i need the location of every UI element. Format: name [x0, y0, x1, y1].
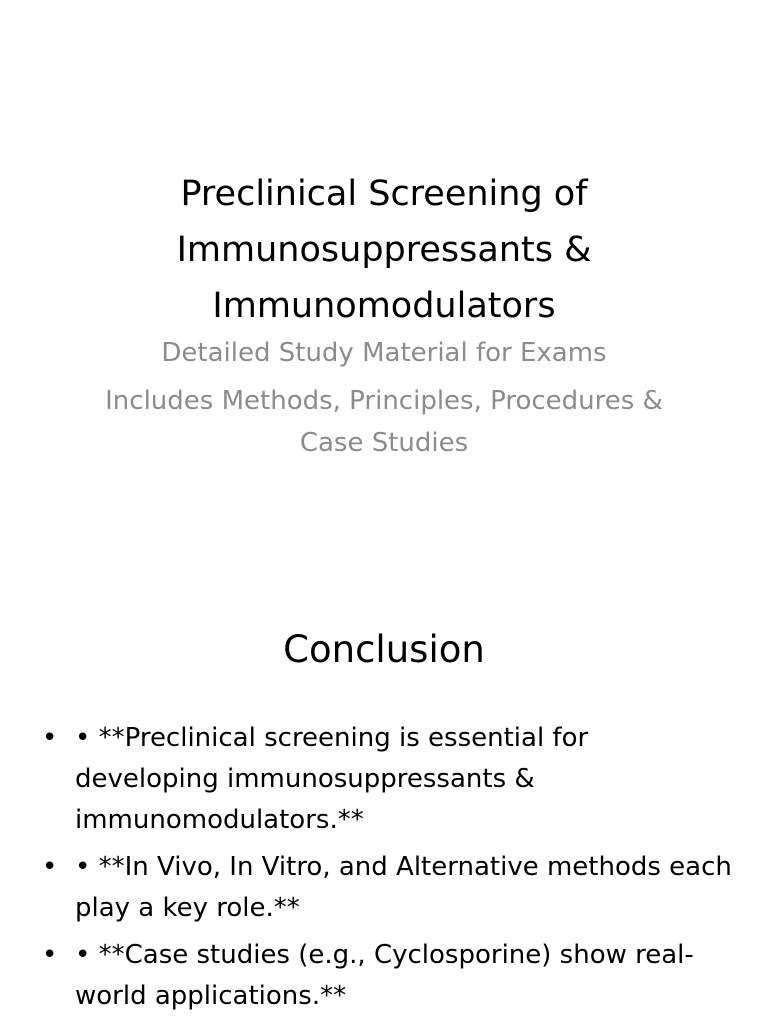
- main-title-line-3: Immunomodulators: [212, 286, 556, 326]
- bullet-item: [42, 935, 732, 1017]
- subtitle-line-2: Includes Methods, Principles, Procedures & Case Studies: [105, 386, 663, 458]
- bullet-text: • **Case studies (e.g., Cyclosporine) show real-world applications.**: [75, 940, 694, 1011]
- bullet-marker: •: [42, 723, 58, 753]
- bullet-text: • **Preclinical screening is essential for developing immunosuppressants & immunomodulators.**: [75, 723, 589, 835]
- bullet-item: [42, 718, 732, 841]
- bullet-marker: •: [42, 940, 58, 970]
- conclusion-title: Conclusion: [283, 628, 485, 671]
- main-title-line-1: Preclinical Screening of: [180, 174, 588, 214]
- bullet-text: • **In Vivo, In Vitro, and Alternative methods each play a key role.**: [75, 852, 732, 923]
- main-title-line-2: Immunosuppressants &: [176, 230, 592, 270]
- conclusion-bullet-list: [42, 718, 732, 1023]
- subtitle-line-1: Detailed Study Material for Exams: [161, 338, 607, 368]
- bullet-marker: •: [42, 852, 58, 882]
- bullet-item: [42, 847, 732, 929]
- subtitle-block: [100, 334, 668, 464]
- title-block: [60, 166, 708, 334]
- main-title: [60, 166, 708, 334]
- conclusion-slide: [0, 576, 768, 1024]
